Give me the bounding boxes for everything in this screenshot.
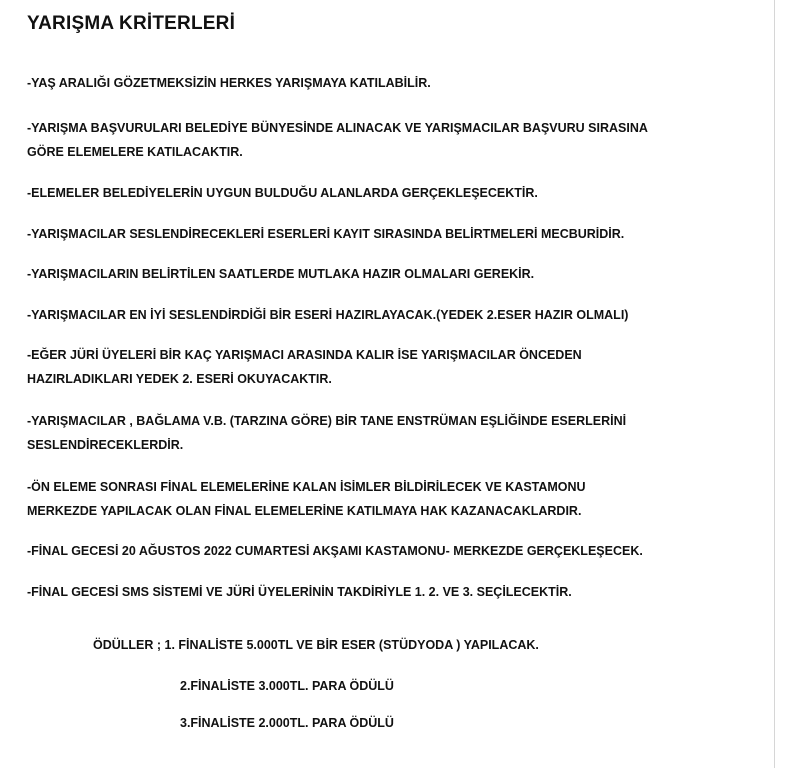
criterion-line: GÖRE ELEMELERE KATILACAKTIR.	[27, 145, 243, 159]
criterion-line: -YAŞ ARALIĞI GÖZETMEKSİZİN HERKES YARIŞMAYA KATILABİLİR.	[27, 76, 431, 90]
award-third: 3.FİNALİSTE 2.000TL. PARA ÖDÜLÜ	[180, 716, 394, 730]
criterion-line: -YARIŞMACILARIN BELİRTİLEN SAATLERDE MUTLAKA HAZIR OLMALARI GEREKİR.	[27, 267, 535, 281]
criterion-line: MERKEZDE YAPILACAK OLAN FİNAL ELEMELERİNE KATILMAYA HAK KAZANACAKLARDIR.	[27, 504, 582, 518]
criterion-instrument	[27, 409, 626, 457]
criterion-line: HAZIRLADIKLARI YEDEK 2. ESERİ OKUYACAKTIR.	[27, 372, 332, 386]
document-title: YARIŞMA KRİTERLERİ	[27, 13, 236, 34]
criterion-final-night-selection	[27, 580, 572, 604]
criterion-tie-break	[27, 343, 582, 391]
criterion-application	[27, 116, 648, 164]
criterion-line: -YARIŞMACILAR , BAĞLAMA V.B. (TARZINA GÖRE) BİR TANE ENSTRÜMAN EŞLİĞİNDE ESERLERİNİ	[27, 414, 627, 428]
criterion-line: -YARIŞMACILAR SESLENDİRECEKLERİ ESERLERİ KAYIT SIRASINDA BELİRTMELERİ MECBURİDİR.	[27, 227, 625, 241]
award-first: ÖDÜLLER ; 1. FİNALİSTE 5.000TL VE BİR ESER (STÜDYODA ) YAPILACAK.	[93, 638, 539, 652]
criterion-line: SESLENDİRECEKLERDİR.	[27, 438, 184, 452]
criterion-song-declaration	[27, 222, 624, 246]
criterion-punctuality	[27, 262, 534, 286]
criterion-line: -ELEMELER BELEDİYELERİN UYGUN BULDUĞU ALANLARDA GERÇEKLEŞECEKTİR.	[27, 186, 538, 200]
criterion-line: -EĞER JÜRİ ÜYELERİ BİR KAÇ YARIŞMACI ARASINDA KALIR İSE YARIŞMACILAR ÖNCEDEN	[27, 348, 582, 362]
criterion-elimination-venues	[27, 181, 538, 205]
criterion-line: -ÖN ELEME SONRASI FİNAL ELEMELERİNE KALAN İSİMLER BİLDİRİLECEK VE KASTAMONU	[27, 480, 586, 494]
criterion-age	[27, 71, 431, 95]
criterion-line: -YARIŞMACILAR EN İYİ SESLENDİRDİĞİ BİR ESERİ HAZIRLAYACAK.(YEDEK 2.ESER HAZIR OLMALI)	[27, 308, 629, 322]
criterion-pre-elimination	[27, 475, 586, 523]
criterion-line: -FİNAL GECESİ 20 AĞUSTOS 2022 CUMARTESİ AKŞAMI KASTAMONU- MERKEZDE GERÇEKLEŞECEK.	[27, 544, 643, 558]
page-edge-line	[774, 0, 775, 768]
award-second: 2.FİNALİSTE 3.000TL. PARA ÖDÜLÜ	[180, 679, 394, 693]
criterion-line: -FİNAL GECESİ SMS SİSTEMİ VE JÜRİ ÜYELERİNİN TAKDİRİYLE 1. 2. VE 3. SEÇİLECEKTİR.	[27, 585, 572, 599]
criterion-prepare-song	[27, 303, 628, 327]
criterion-final-night-date	[27, 539, 643, 563]
criterion-line: -YARIŞMA BAŞVURULARI BELEDİYE BÜNYESİNDE ALINACAK VE YARIŞMACILAR BAŞVURU SIRASINA	[27, 121, 648, 135]
